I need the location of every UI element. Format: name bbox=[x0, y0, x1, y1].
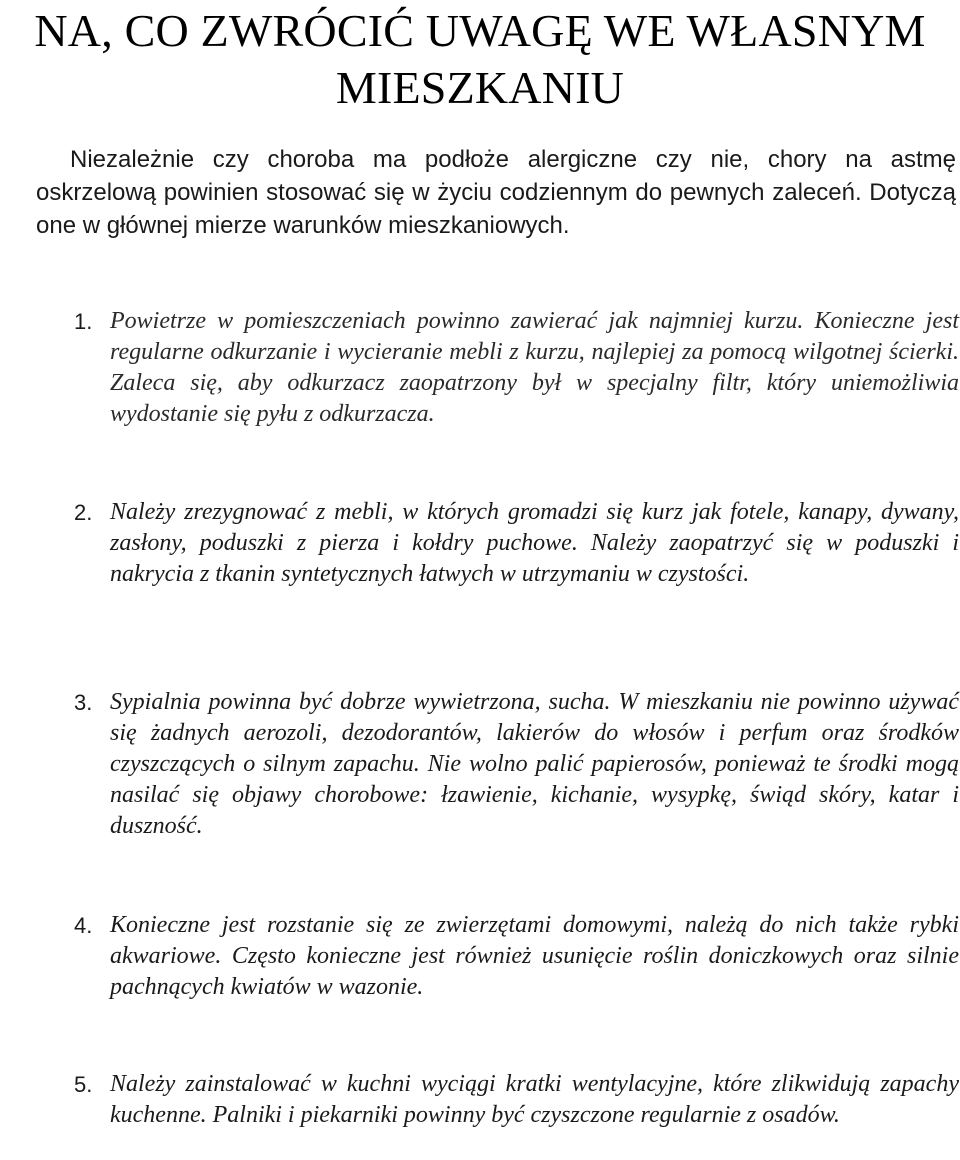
list-item bbox=[74, 1069, 959, 1131]
list-item-text: Powietrze w pomieszczeniach powinno zawierać jak najmniej kurzu. Konieczne jest regularne odkurzanie i wycieranie mebli z kurzu, najlepiej za pomocą wilgotnej ścierki. Zaleca się, aby odkurzacz zaopatrzony był w specjalny filtr, który uniemożliwia wydostanie się pyłu z odkurzacza. bbox=[110, 308, 959, 427]
list-item-number: 1. bbox=[74, 309, 93, 334]
list-item-number: 5. bbox=[74, 1072, 93, 1097]
list-item-number: 2. bbox=[74, 500, 93, 525]
list-item-text: Konieczne jest rozstanie się ze zwierzętami domowymi, należą do nich także rybki akwariowe. Często konieczne jest również usunięcie roślin doniczkowych oraz silnie pachnących kwiatów w wazonie. bbox=[110, 912, 959, 1000]
list-item-text: Sypialnia powinna być dobrze wywietrzona, sucha. W mieszkaniu nie powinno używać się żadnych aerozoli, dezodorantów, lakierów do włosów i perfum oraz środków czyszczących o silnym zapachu. Nie wolno palić papierosów, ponieważ te środki mogą nasilać się objawy chorobowe: łzawienie, kichanie, wysypkę, świąd skóry, katar i duszność. bbox=[110, 689, 959, 839]
intro-paragraph: Niezależnie czy choroba ma podłoże alergiczne czy nie, chory na astmę oskrzelową powinien stosować się w życiu codziennym do pewnych zaleceń. Dotyczą one w głównej mierze warunków mieszkaniowych. bbox=[36, 146, 956, 239]
list-item bbox=[74, 910, 959, 1003]
list-item-text: Należy zrezygnować z mebli, w których gromadzi się kurz jak fotele, kanapy, dywany, zasłony, poduszki z pierza i kołdry puchowe. Należy zaopatrzyć się w poduszki i nakrycia z tkanin syntetycznych łatwych w utrzymaniu w czystości. bbox=[110, 499, 959, 587]
list-item-number: 3. bbox=[74, 690, 93, 715]
list-item bbox=[74, 687, 959, 842]
list-item bbox=[74, 497, 959, 590]
page-title: NA, CO ZWRÓCIĆ UWAGĘ WE WŁASNYM MIESZKANIU bbox=[34, 5, 926, 113]
list-item-text: Należy zainstalować w kuchni wyciągi kratki wentylacyjne, które zlikwidują zapachy kuchenne. Palniki i piekarniki powinny być czyszczone regularnie z osadów. bbox=[110, 1071, 959, 1128]
list-item bbox=[74, 306, 959, 430]
list-item-number: 4. bbox=[74, 913, 93, 938]
